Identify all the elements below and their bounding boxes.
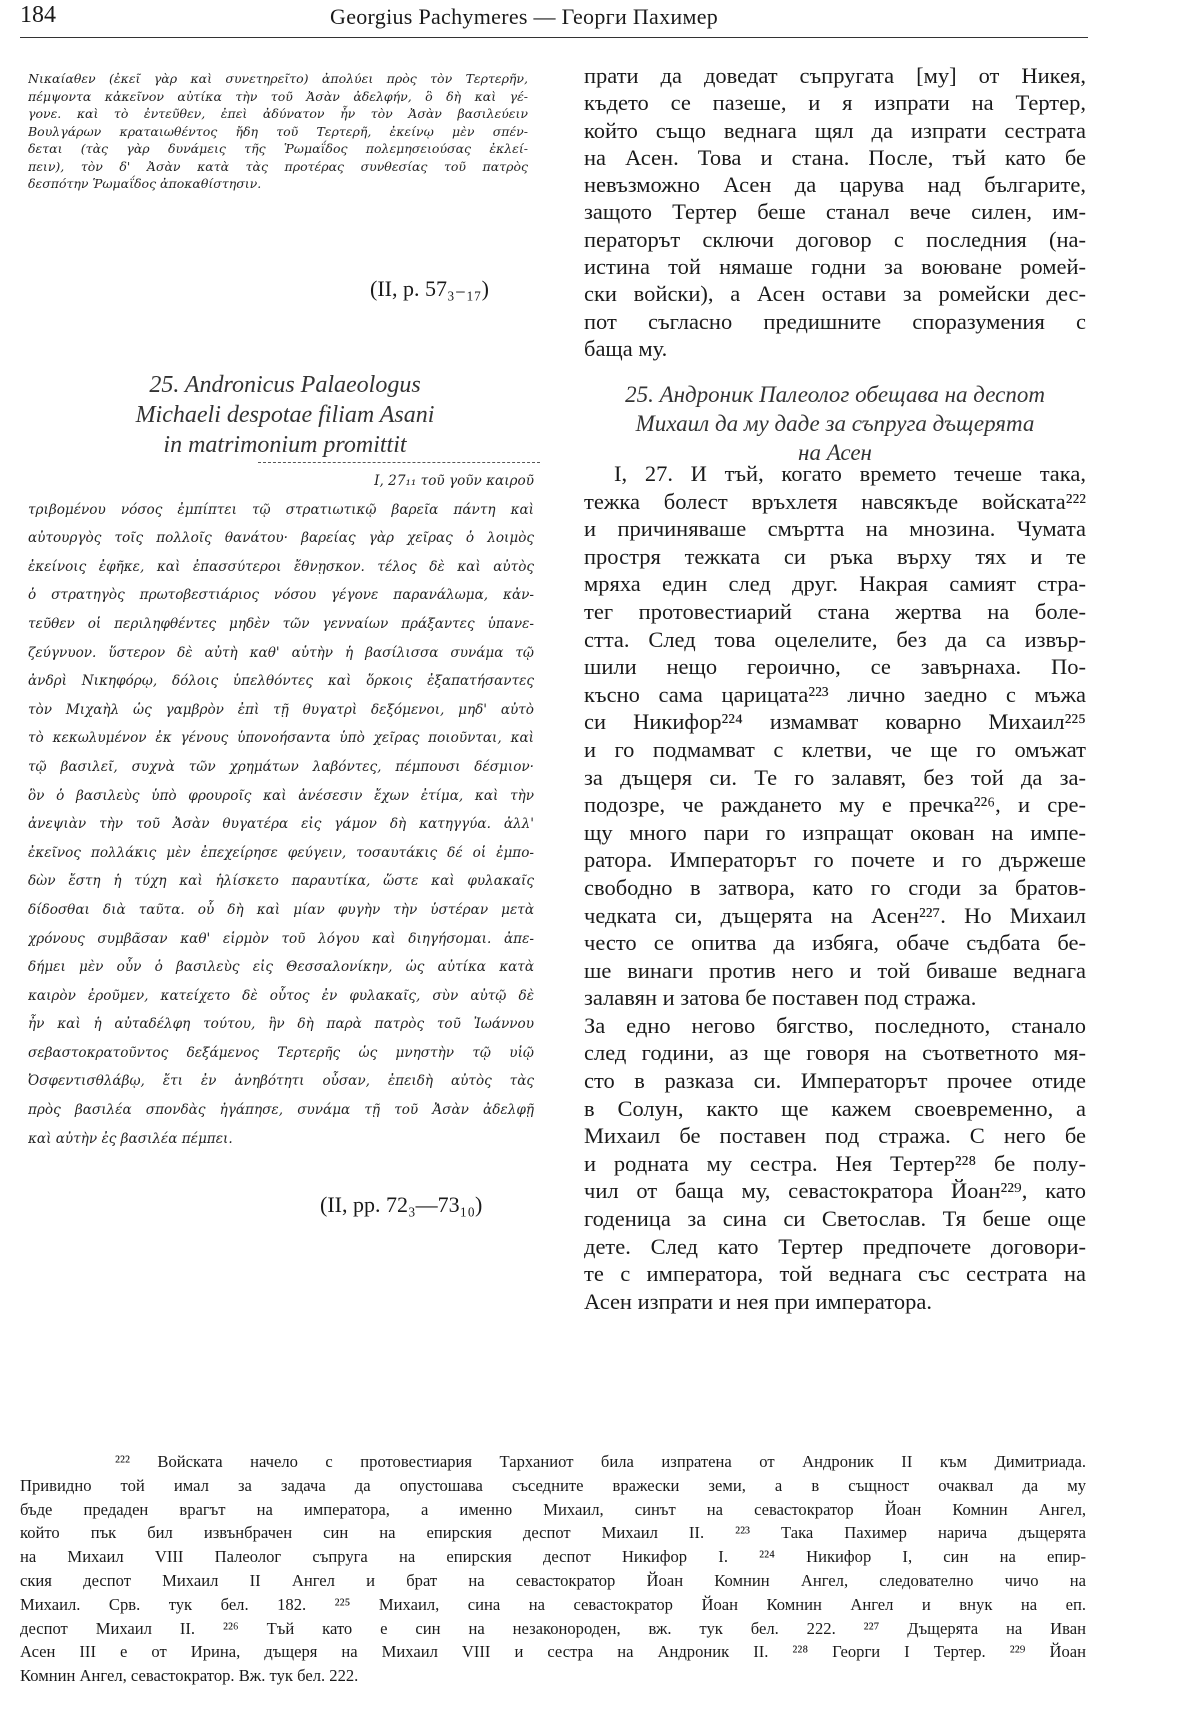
text-line: годеница за сина си Светослав. Тя беше още (584, 1206, 1086, 1232)
text-line: ския деспот Михаил II Ангел и брат на севастократор Йоан Комнин Ангел, следователно чичо на (20, 1570, 1086, 1590)
text-line: δεσπότην Ῥωμαΐδος ἀποκαθίστησιν. (28, 176, 262, 191)
running-title: Georgius Pachymeres — Георги Пахимер (330, 4, 719, 29)
text-line: I, 27. И тъй, когато времето течеше така, (614, 461, 1086, 486)
text-line: подозре, че раждането му е пречка²²⁶, и сре- (584, 792, 1086, 818)
text-line: καιρὸν ἐροῦμεν, κατείχετο δὲ οὗτος ἐν φυλακαῖς, σὺν αὐτῷ δὲ (28, 987, 534, 1004)
header-rule (20, 37, 1088, 38)
text-line: шили нещо героично, се завърнаха. По- (584, 654, 1086, 680)
text-line: δήμει μὲν οὖν ὁ βασιλεὺς εἰς Θεσσαλονίκην, ὡς αὐτίκα κατὰ (28, 959, 534, 976)
source-citation-1: (II, p. 57₃₋₁₇) (370, 276, 489, 301)
text-line: δὼν ἔστη ἡ τύχη καὶ ἡλίσκετο παραυτίκα, ὥστε καὶ φυλακαῖς (28, 873, 534, 890)
latin-heading-line: in matrimonium promittit (163, 432, 407, 458)
text-line: ²²² Войската начело с протовестиария Тарханиот била изпратена от Андроник II към Димитриада. (115, 1452, 1086, 1471)
greek-text-block-1 (28, 70, 528, 193)
text-line: Михаил бе поставен под стража. С него бе (584, 1123, 1086, 1149)
text-line: καὶ αὐτὴν ἐς βασιλέα πέμπει. (28, 1130, 233, 1147)
text-line: чил от баща му, севастократора Йоан²²⁹, като (584, 1178, 1086, 1204)
text-line: мряха един след друг. Накрая самият стра- (584, 571, 1086, 597)
latin-section-heading (60, 370, 510, 460)
text-line: τὸ κεκωλυμένον ἐκ γένους ὑπονοήσαντα ὑπὸ χεῖρας ποιοῦνται, καὶ (28, 730, 534, 747)
text-line: те с императора, той веднага със сестрата на (584, 1261, 1086, 1287)
bulgarian-heading-line: 25. Андроник Палеолог обещава на деспот (625, 382, 1045, 407)
text-line: си Никифор²²⁴ измамват коварно Михаил²²⁵ (584, 709, 1086, 735)
text-line: ски войски), а Асен остави за ромейски дес- (584, 281, 1086, 307)
text-line: невъзможно Асен да царува над българите, (584, 172, 1086, 198)
text-line: залавян и затова бе поставен под стража. (584, 985, 977, 1011)
text-line: ἀνδρὶ Νικηφόρῳ, δόλοις ὑπελθόντες καὶ ὅρκοις ἐξαπατήσαντες (28, 673, 534, 690)
text-line: χρόνους συμβᾶσαν καθ' εἱρμὸν τοῦ λόγου καὶ διηγήσομαι. ἀπε- (28, 930, 534, 947)
text-line: тежка болест връхлетя навсякъде войската²²² (584, 488, 1086, 514)
text-line: πέμψοντα κἀκεῖνον αὐτίκα τὴν τοῦ Ἀσὰν ἀδελφήν, ὃ δὴ καὶ γέ- (28, 88, 528, 104)
text-line: на Асен. Това и стана. После, тъй като бе (584, 144, 1086, 170)
text-line: ἦν καὶ ἡ αὐταδέλφη τούτου, ἣν δὴ παρὰ πατρὸς τοῦ Ἰωάννου (28, 1016, 534, 1033)
text-line: Βουλγάρων κραταιωθέντος ἤδη τοῦ Τερτερῆ, ἐκείνῳ μὲν σπέν- (28, 123, 528, 139)
text-line: тег протовестиарий стана жертва на боле- (584, 598, 1086, 624)
text-line: в Солун, както ще кажем своевременно, а (584, 1095, 1086, 1121)
text-line: Михаил. Срв. тук бел. 182. ²²⁵ Михаил, сина на севастократор Йоан Комнин Ангел и внук на еп. (20, 1594, 1086, 1614)
text-line: За едно негово бягство, последното, станало (584, 1012, 1086, 1038)
text-line: свободно в затвора, като го сгоди за братов- (584, 874, 1086, 900)
text-line: Привидно той имал за задача да опустошава съседните вражески земи, а в същност очаквал да му (20, 1475, 1086, 1495)
text-line: и родната му сестра. Нея Тертер²²⁸ бе полу- (584, 1150, 1086, 1176)
bulgarian-text-block-1 (584, 62, 1086, 362)
text-line: и го подмамват с клетви, че ще го омъжат (584, 736, 1086, 762)
text-line: прати да доведат съпругата [му] от Никея, (584, 63, 1086, 88)
section-rule (258, 462, 540, 463)
text-line: баща му. (584, 335, 668, 361)
text-line: ζεύγνυον. ὕστερον δὲ αὐτὴ καθ' αὑτὴν ἡ βασίλισσα συνάμα τῷ (28, 644, 534, 661)
text-line: τριβομένου νόσος ἐμπίπτει τῷ στρατιωτικῷ βαρεῖα πάντη καὶ (28, 501, 534, 518)
text-line: простря тежката си ръка върху тях и те (584, 543, 1086, 569)
text-line: който също веднага щял да изпрати сестрата (584, 117, 1086, 143)
text-line: ше винаги против него и той биваше веднага (584, 957, 1086, 983)
bulgarian-section-heading (584, 380, 1086, 467)
bulgarian-heading-line: на Асен (798, 440, 872, 465)
text-line: πρὸς βασιλέα σπονδὰς ἠγάπησε, συνάμα τῇ τοῦ Ἀσὰν ἀδελφῇ (28, 1102, 534, 1119)
text-line: на Михаил VIII Палеолог съпруга на епирския деспот Никифор I. ²²⁴ Никифор I, син на епир- (20, 1547, 1086, 1567)
text-line: ἐκείνοις ἐφῆκε, καὶ ἐπασσύτεροι ἔθνῃσκον. τέλος δὲ καὶ αὐτὸς (28, 558, 534, 575)
bulgarian-heading-line: Михаил да му даде за съпруга дъщерята (635, 411, 1035, 436)
text-line: ἀνεψιὰν τὴν τοῦ Ἀσὰν θυγατέρα εἰς γάμον δὴ κατηγγύα. ἀλλ' (28, 816, 534, 833)
text-line: Асен III е от Ирина, дъщеря на Михаил VIII и сестра на Андроник II. ²²⁸ Георги I Тертер. ²²⁹ Йоан (20, 1642, 1086, 1662)
text-line: и причиняваше смъртта на мнозина. Чумата (584, 516, 1086, 542)
page-number: 184 (20, 2, 56, 28)
text-line: τὸν Μιχαὴλ ὡς γαμβρὸν ἐπὶ τῇ θυγατρὶ δεξόμενοι, μηδ' αὐτὸ (28, 701, 534, 718)
bulgarian-text-block-2 (584, 460, 1086, 1315)
text-line: за дъщеря си. Те го залавят, без той да за- (584, 764, 1086, 790)
text-line: ἐκεῖνος πολλάκις μὲν ἐπεχείρησε φεύγειν, τοσαυτάκις δέ οἱ ἐμπο- (28, 844, 534, 861)
text-line: ὁ στρατηγὸς πρωτοβεστιάριος νόσου γέγονε παρανάλωμα, κἀν- (28, 587, 534, 604)
text-line: който пък бил извънбрачен син на епирския деспот Михаил II. ²²³ Така Пахимер нарича дъщерята (20, 1523, 1086, 1543)
text-line: γονε. καὶ τὸ ἐντεῦθεν, ἐπεὶ ἀδύνατον ἦν τὸν Ἀσὰν βασιλεύειν (28, 106, 528, 121)
text-line: πειν), τὸν δ' Ἀσὰν κατὰ τὰς προτέρας συνθεσίας τοῦ πατρὸς (28, 158, 528, 174)
text-line: където се пазеше, и я изпрати на Тертер, (584, 90, 1086, 116)
text-line: I, 27₁₁ τοῦ γοῦν καιροῦ (374, 473, 534, 489)
text-line: чедката си, дъщерята на Асен²²⁷. Но Михаил (584, 902, 1086, 928)
latin-heading-line: 25. Andronicus Palaeologus (149, 372, 421, 398)
text-line: пот съгласно предишните споразумения с (584, 308, 1086, 334)
text-line: защото Тертер беше станал вече силен, им- (584, 199, 1086, 225)
text-line: късно сама царицата²²³ лично заедно с мъжа (584, 681, 1086, 707)
text-line: ратора. Императорът го почете и го държеше (584, 847, 1086, 873)
text-line: σεβαστοκρατοῦντος δεξάμενος Τερτερῆς ὡς μνηστὴν τῷ υἱῷ (28, 1044, 534, 1061)
text-line: Асен изпрати и нея при императора. (584, 1288, 932, 1314)
text-line: δίδοσθαι διὰ ταῦτα. οὗ δὴ καὶ μίαν φυγὴν τὴν ὑστέραν μετὰ (28, 901, 534, 918)
text-line: Комнин Ангел, севастократор. Вж. тук бел. 222. (20, 1666, 359, 1686)
text-line: бъде предаден врагът на императора, а именно Михаил, синът на севастократор Йоан Комнин Ангел, (20, 1499, 1086, 1519)
text-line: стта. След това оцелелите, без да са извър- (584, 626, 1086, 652)
text-line: δεται (τὰς γὰρ δυνάμεις τῆς Ῥωμαΐδος πολεμησειούσας ἐκλεί- (28, 141, 528, 156)
text-line: деспот Михаил II. ²²⁶ Тъй като е син на незаконороден, вж. тук бел. 222. ²²⁷ Дъщерята на Иван (20, 1618, 1086, 1638)
text-line: често се опитва да избяга, обаче съдбата бе- (584, 930, 1086, 956)
footnotes (20, 1450, 1086, 1688)
text-line: Ὀσφεντισθλάβῳ, ἔτι ἐν ἀνηβότητι οὖσαν, ἐπειδὴ αὐτὸς τὰς (28, 1073, 534, 1090)
text-line: αὐτουργὸς τοῖς πολλοῖς θανάτου· βαρείας γὰρ χεῖρας ὁ λοιμὸς (28, 530, 534, 547)
text-line: τεῦθεν οἱ περιληφθέντες μηδὲν τῶν γενναίων πράξαντες ὑπανε- (28, 615, 534, 632)
text-line: щу много пари го изпращат окован на импе- (584, 819, 1086, 845)
text-line: ὃν ὁ βασιλεὺς ὑπὸ φρουροῖς καὶ ἀνέσεσιν ἔχων ἐτίμα, καὶ τὴν (28, 787, 534, 804)
text-line: сто в разказа си. Императорът прочее отиде (584, 1068, 1086, 1094)
latin-heading-line: Michaeli despotae filiam Asani (135, 402, 435, 428)
source-citation-2: (II, pp. 72₃—73₁₀) (320, 1192, 483, 1217)
text-line: Νικαίαθεν (ἐκεῖ γὰρ καὶ συνετηρεῖτο) ἀπολύει πρὸς τὸν Τερτερῆν, (28, 71, 528, 86)
text-line: истина той нямаше годни за воюване ромей- (584, 254, 1086, 280)
text-line: τῷ βασιλεῖ, συχνὰ τῶν χρημάτων λαβόντες, πέμπουσι δέσμιον· (28, 758, 534, 775)
text-line: дете. След като Тертер предпочете договори- (584, 1233, 1086, 1259)
greek-text-block-2 (28, 467, 534, 1153)
text-line: след години, аз ще говоря на съответното мя- (584, 1040, 1086, 1066)
text-line: ператорът сключи договор с последния (на- (584, 226, 1086, 252)
